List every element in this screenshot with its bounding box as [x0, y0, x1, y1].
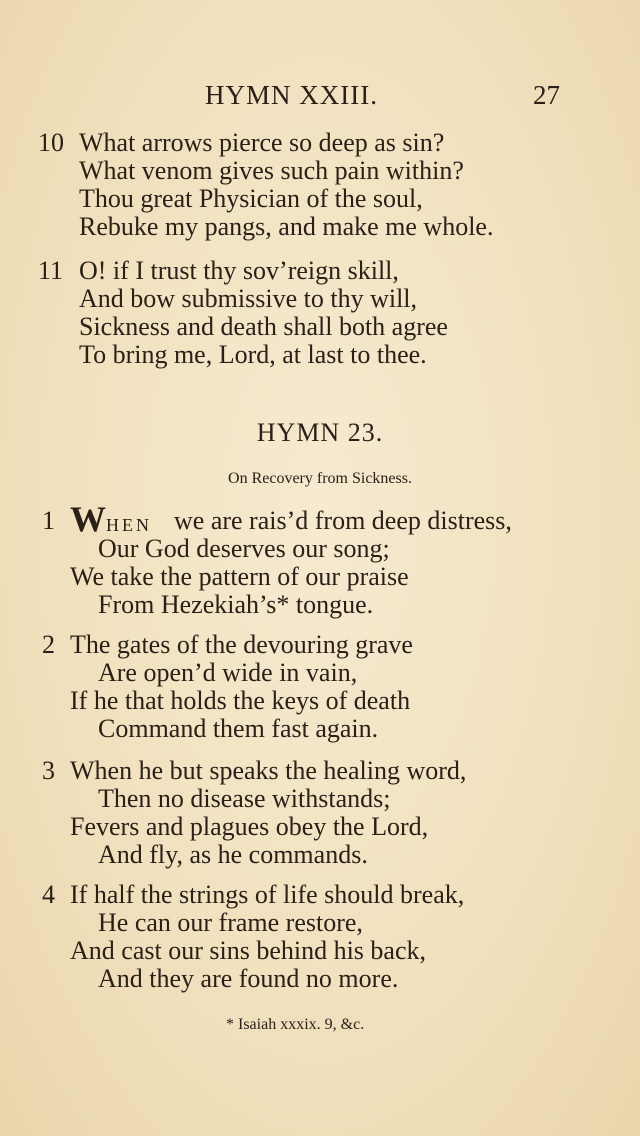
verse-line: What arrows pierce so deep as sin?	[79, 128, 445, 157]
running-title: HYMN XXIII.	[205, 80, 378, 110]
verse-line: And bow submissive to thy will,	[79, 284, 418, 313]
stanza-number: 1	[42, 506, 55, 535]
running-head	[0, 80, 640, 112]
verse-line: When he but speaks the healing word,	[70, 756, 467, 785]
verse-line: We take the pattern of our praise	[70, 562, 409, 591]
verse-line: He can our frame restore,	[98, 908, 363, 937]
verse-line: Rebuke my pangs, and make me whole.	[79, 212, 494, 241]
verse-line: Our God deserves our song;	[98, 534, 390, 563]
hymn-title: HYMN 23.	[256, 418, 384, 447]
verse-line: Fevers and plagues obey the Lord,	[70, 812, 429, 841]
verse-line: Are open’d wide in vain,	[98, 658, 358, 687]
verse-line: we are rais’d from deep distress,	[174, 506, 512, 535]
footnote: * Isaiah xxxix. 9, &c.	[226, 1016, 365, 1033]
verse-line: Command them fast again.	[98, 714, 379, 743]
verse-line: From Hezekiah’s* tongue.	[98, 590, 374, 619]
page-number: 27	[533, 80, 560, 110]
first-word-rest: HEN	[106, 515, 152, 535]
stanza-number: 2	[42, 630, 55, 659]
verse-line: If half the strings of life should break,	[70, 880, 465, 909]
hymn-subtitle: On Recovery from Sickness.	[228, 470, 412, 487]
verse-line: Thou great Physician of the soul,	[79, 184, 423, 213]
verse-line: And fly, as he commands.	[98, 840, 368, 869]
verse-line: And cast our sins behind his back,	[70, 936, 427, 965]
verse-line: And they are found no more.	[98, 964, 399, 993]
stanza-number: 4	[42, 880, 55, 909]
verse-line: What venom gives such pain within?	[79, 156, 464, 185]
verse-line: Then no disease withstands;	[98, 784, 391, 813]
stanza-number: 11	[38, 256, 64, 285]
drop-cap: W	[70, 499, 106, 539]
verse-line: O! if I trust thy sov’reign skill,	[79, 256, 399, 285]
verse-line: Sickness and death shall both agree	[79, 312, 448, 341]
stanza-number: 10	[38, 128, 64, 157]
stanza-number: 3	[42, 756, 55, 785]
verse-line: If he that holds the keys of death	[70, 686, 411, 715]
verse-line: To bring me, Lord, at last to thee.	[79, 340, 427, 369]
verse-line: The gates of the devouring grave	[70, 630, 413, 659]
